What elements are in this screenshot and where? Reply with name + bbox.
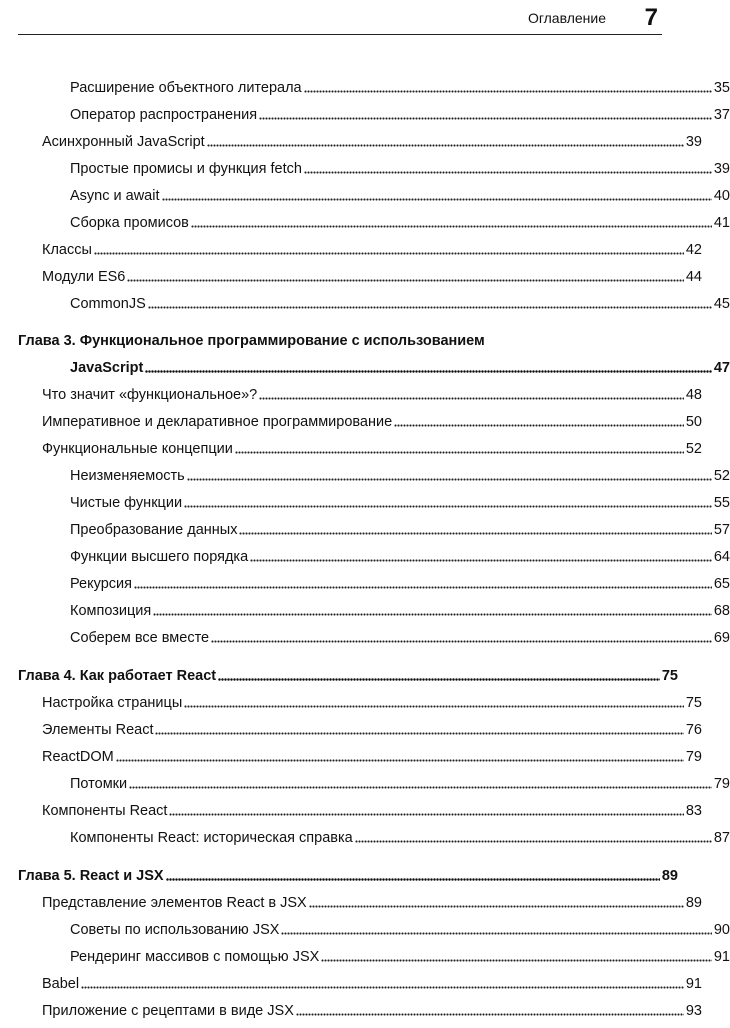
toc-entry-page: 91 <box>685 976 702 992</box>
dot-leader <box>134 579 712 589</box>
toc-entry-label: Async и await <box>70 188 160 204</box>
dot-leader <box>207 137 684 147</box>
dot-leader <box>235 444 684 454</box>
toc-entry[interactable] <box>0 620 730 646</box>
toc-entry-page: 39 <box>685 134 702 150</box>
toc-entry[interactable] <box>0 993 702 1019</box>
toc-entry[interactable] <box>0 966 702 992</box>
dot-leader <box>321 952 712 962</box>
dot-leader <box>218 671 660 681</box>
toc-entry-page: 40 <box>713 188 730 204</box>
dot-leader <box>239 525 711 535</box>
toc-entry[interactable] <box>0 377 702 403</box>
dot-leader <box>309 898 684 908</box>
toc-entry[interactable] <box>0 539 730 565</box>
toc-entry[interactable] <box>0 259 702 285</box>
toc-entry-page: 48 <box>685 387 702 403</box>
toc-entry-label: Неизменяемость <box>70 468 185 484</box>
toc-entry-page: 75 <box>685 695 702 711</box>
toc-entry-label: Потомки <box>70 776 128 792</box>
toc-entry-page: 79 <box>713 776 730 792</box>
toc-entry-page: 69 <box>713 630 730 646</box>
toc-entry[interactable] <box>0 232 702 258</box>
dot-leader <box>296 1006 684 1016</box>
toc-entry-page: 75 <box>661 668 678 684</box>
toc-entry-page: 89 <box>685 895 702 911</box>
toc-entry-label: Модули ES6 <box>42 269 126 285</box>
dot-leader <box>94 245 684 255</box>
toc-entry-label: Компоненты React <box>42 803 168 819</box>
toc-entry[interactable] <box>0 739 702 765</box>
toc-entry-page: 37 <box>713 107 730 123</box>
toc-entry-label: Рендеринг массивов с помощью JSX <box>70 949 320 965</box>
toc-entry-page: 68 <box>713 603 730 619</box>
toc-entry-label: Императивное и декларативное программирование <box>42 414 393 430</box>
chapter-4-entry[interactable] <box>0 658 678 684</box>
toc-entry-label: Представление элементов React в JSX <box>42 895 307 911</box>
toc-entry-page: 79 <box>685 749 702 765</box>
dot-leader <box>250 552 712 562</box>
page-number: 7 <box>644 4 658 31</box>
dot-leader <box>81 979 684 989</box>
toc-entry-label: Глава 5. React и JSX <box>18 868 164 884</box>
dot-leader <box>184 698 684 708</box>
toc-entry[interactable] <box>0 458 730 484</box>
toc-entry[interactable] <box>0 151 730 177</box>
toc-entry-label: Babel <box>42 976 80 992</box>
toc-entry-page: 76 <box>685 722 702 738</box>
toc-entry-page: 45 <box>713 296 730 312</box>
toc-entry-page: 44 <box>685 269 702 285</box>
toc-entry[interactable] <box>0 70 730 96</box>
toc-entry[interactable] <box>0 885 702 911</box>
toc-entry[interactable] <box>0 566 730 592</box>
toc-entry[interactable] <box>0 431 702 457</box>
dot-leader <box>259 390 684 400</box>
toc-entry[interactable] <box>0 712 702 738</box>
toc-entry[interactable] <box>0 766 730 792</box>
toc-entry-label: Настройка страницы <box>42 695 183 711</box>
toc-entry-label: Функции высшего порядка <box>70 549 249 565</box>
toc-entry-page: 83 <box>685 803 702 819</box>
dot-leader <box>191 218 712 228</box>
toc-entry-label: Функциональные концепции <box>42 441 233 457</box>
toc-entry-label: Асинхронный JavaScript <box>42 134 205 150</box>
dot-leader <box>187 471 712 481</box>
toc-entry-page: 52 <box>685 441 702 457</box>
toc-entry-label: Приложение с рецептами в виде JSX <box>42 1003 294 1019</box>
toc-entry-label: JavaScript <box>70 360 144 376</box>
toc-entry-label: Соберем все вместе <box>70 630 210 646</box>
toc-entry-page: 52 <box>713 468 730 484</box>
toc-entry-page: 91 <box>713 949 730 965</box>
dot-leader <box>355 833 712 843</box>
toc-entry-label: Расширение объектного литерала <box>70 80 302 96</box>
toc-entry-page: 55 <box>713 495 730 511</box>
toc-entry-page: 47 <box>713 360 730 376</box>
toc-entry-label: Чистые функции <box>70 495 183 511</box>
toc-entry-label: Композиция <box>70 603 152 619</box>
toc-entry-label: Советы по использованию JSX <box>70 922 280 938</box>
toc-entry[interactable] <box>0 820 730 846</box>
dot-leader <box>155 725 683 735</box>
toc-entry[interactable] <box>0 124 702 150</box>
dot-leader <box>127 272 683 282</box>
toc-entry-page: 89 <box>661 868 678 884</box>
toc-entry-label: Что значит «функциональное»? <box>42 387 258 403</box>
toc-entry[interactable] <box>0 178 730 204</box>
toc-entry[interactable] <box>0 97 730 123</box>
dot-leader <box>116 752 684 762</box>
toc-entry[interactable] <box>0 404 702 430</box>
dot-leader <box>129 779 712 789</box>
toc-entry-label: Компоненты React: историческая справка <box>70 830 353 846</box>
toc-entry-label: CommonJS <box>70 296 146 312</box>
dot-leader <box>394 417 684 427</box>
dot-leader <box>162 191 712 201</box>
toc-entry-page: 39 <box>713 161 730 177</box>
toc-entry-page: 93 <box>685 1003 702 1019</box>
toc-entry-page: 57 <box>713 522 730 538</box>
dot-leader <box>304 164 712 174</box>
running-header <box>18 0 662 35</box>
toc-entry-page: 41 <box>713 215 730 231</box>
dot-leader <box>184 498 712 508</box>
toc-entry[interactable] <box>0 485 730 511</box>
toc-entry-page: 50 <box>685 414 702 430</box>
toc-entry-label: Оператор распространения <box>70 107 258 123</box>
chapter-5-entry[interactable] <box>0 858 678 884</box>
toc-entry-page: 65 <box>713 576 730 592</box>
toc-entry-page: 35 <box>713 80 730 96</box>
dot-leader <box>169 806 683 816</box>
dot-leader <box>145 363 712 373</box>
dot-leader <box>259 110 712 120</box>
toc-entry-page: 90 <box>713 922 730 938</box>
dot-leader <box>211 633 712 643</box>
toc-entry[interactable] <box>0 685 702 711</box>
toc-entry-label: Простые промисы и функция fetch <box>70 161 302 177</box>
toc-entry[interactable] <box>0 286 730 312</box>
toc-entry[interactable] <box>0 205 730 231</box>
toc-entry-label: Рекурсия <box>70 576 132 592</box>
toc-entry-label: Классы <box>42 242 92 258</box>
toc-entry[interactable] <box>0 512 730 538</box>
toc-entry-label: ReactDOM <box>42 749 114 765</box>
chapter-3-title-line1[interactable]: Глава 3. Функциональное программирование с использованием <box>18 333 485 349</box>
toc-entry[interactable] <box>0 593 730 619</box>
toc-entry[interactable] <box>0 912 730 938</box>
toc-entry-page: 42 <box>685 242 702 258</box>
toc-entry[interactable] <box>0 793 702 819</box>
toc-entry-label: Элементы React <box>42 722 154 738</box>
dot-leader <box>281 925 711 935</box>
dot-leader <box>148 299 712 309</box>
toc-entry-label: Сборка промисов <box>70 215 189 231</box>
toc-entry[interactable] <box>0 939 730 965</box>
dot-leader <box>153 606 712 616</box>
toc-entry-page: 64 <box>713 549 730 565</box>
running-header-title: Оглавление <box>527 10 606 26</box>
toc-entry-page: 87 <box>713 830 730 846</box>
toc-entry-label: Преобразование данных <box>70 522 238 538</box>
chapter-3-entry[interactable] <box>0 350 730 376</box>
dot-leader <box>304 83 712 93</box>
dot-leader <box>166 871 660 881</box>
toc-entry-label: Глава 4. Как работает React <box>18 668 217 684</box>
